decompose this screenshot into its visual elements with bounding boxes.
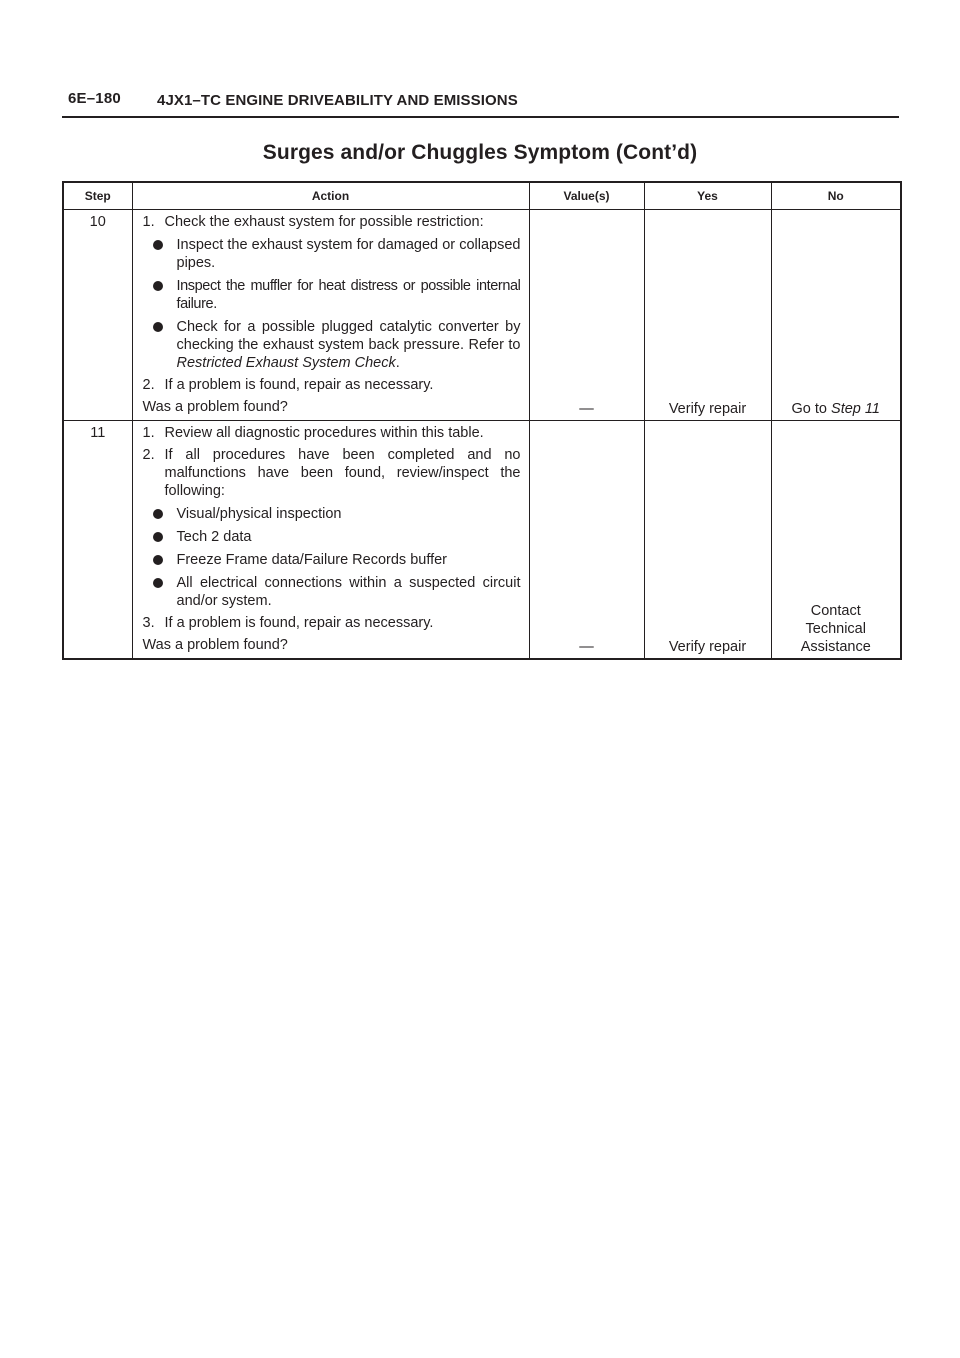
- procedure-reference: Restricted Exhaust System Check: [176, 355, 396, 371]
- column-header-yes: Yes: [644, 182, 771, 210]
- bullet-icon: [153, 281, 163, 291]
- step-reference: Step 11: [831, 401, 880, 417]
- column-header-step: Step: [63, 182, 132, 210]
- yes-cell: Verify repair: [644, 421, 771, 660]
- action-item: 3. If a problem is found, repair as necessary.: [142, 615, 434, 631]
- header-divider: [62, 116, 899, 118]
- action-cell: [132, 210, 529, 421]
- step-number: 10: [63, 210, 132, 421]
- action-cell: [132, 421, 529, 660]
- bullet-icon: [153, 578, 163, 588]
- value-cell: —: [529, 421, 644, 660]
- table-row: [63, 210, 901, 421]
- table-header-row: [63, 182, 901, 210]
- bullet-item: Freeze Frame data/Failure Records buffer: [143, 551, 521, 569]
- bullet-icon: [153, 509, 163, 519]
- question-text: Was a problem found?: [142, 637, 288, 653]
- bullet-item: Inspect the muffler for heat distress or possible internal failure.: [143, 277, 521, 313]
- chapter-title: 4JX1–TC ENGINE DRIVEABILITY AND EMISSIONS: [157, 92, 518, 109]
- action-item: 1. Check the exhaust system for possible restriction:: [142, 214, 484, 230]
- column-header-no: No: [771, 182, 901, 210]
- no-cell: Go to Step 11: [771, 210, 901, 421]
- value-cell: —: [529, 210, 644, 421]
- bullet-item: Inspect the exhaust system for damaged or collapsed pipes.: [143, 236, 521, 272]
- action-item: 2. If all procedures have been completed and no malfunctions have been found, review/inspect the following:: [142, 447, 521, 499]
- page-title: Surges and/or Chuggles Symptom (Cont’d): [262, 141, 698, 164]
- yes-cell: Verify repair: [644, 210, 771, 421]
- bullet-item: Tech 2 data: [143, 528, 521, 546]
- bullet-item: Visual/physical inspection: [143, 505, 521, 523]
- step-number: 11: [63, 421, 132, 660]
- bullet-item: Check for a possible plugged catalytic converter by checking the exhaust system back pressure. Refer to Restricted Exhaust System Check.: [143, 318, 521, 372]
- no-cell: Contact Technical Assistance: [771, 421, 901, 660]
- action-item: 2. If a problem is found, repair as necessary.: [142, 377, 434, 393]
- question-text: Was a problem found?: [142, 399, 288, 415]
- column-header-action: Action: [132, 182, 529, 210]
- bullet-icon: [153, 555, 163, 565]
- bullet-icon: [153, 532, 163, 542]
- bullet-icon: [153, 322, 163, 332]
- table-row: [63, 421, 901, 660]
- diagnostic-table: [62, 181, 902, 660]
- column-header-values: Value(s): [529, 182, 644, 210]
- bullet-item: All electrical connections within a suspected circuit and/or system.: [143, 574, 521, 610]
- bullet-icon: [153, 240, 163, 250]
- page-number: 6E–180: [68, 90, 121, 107]
- action-item: 1. Review all diagnostic procedures within this table.: [142, 425, 484, 441]
